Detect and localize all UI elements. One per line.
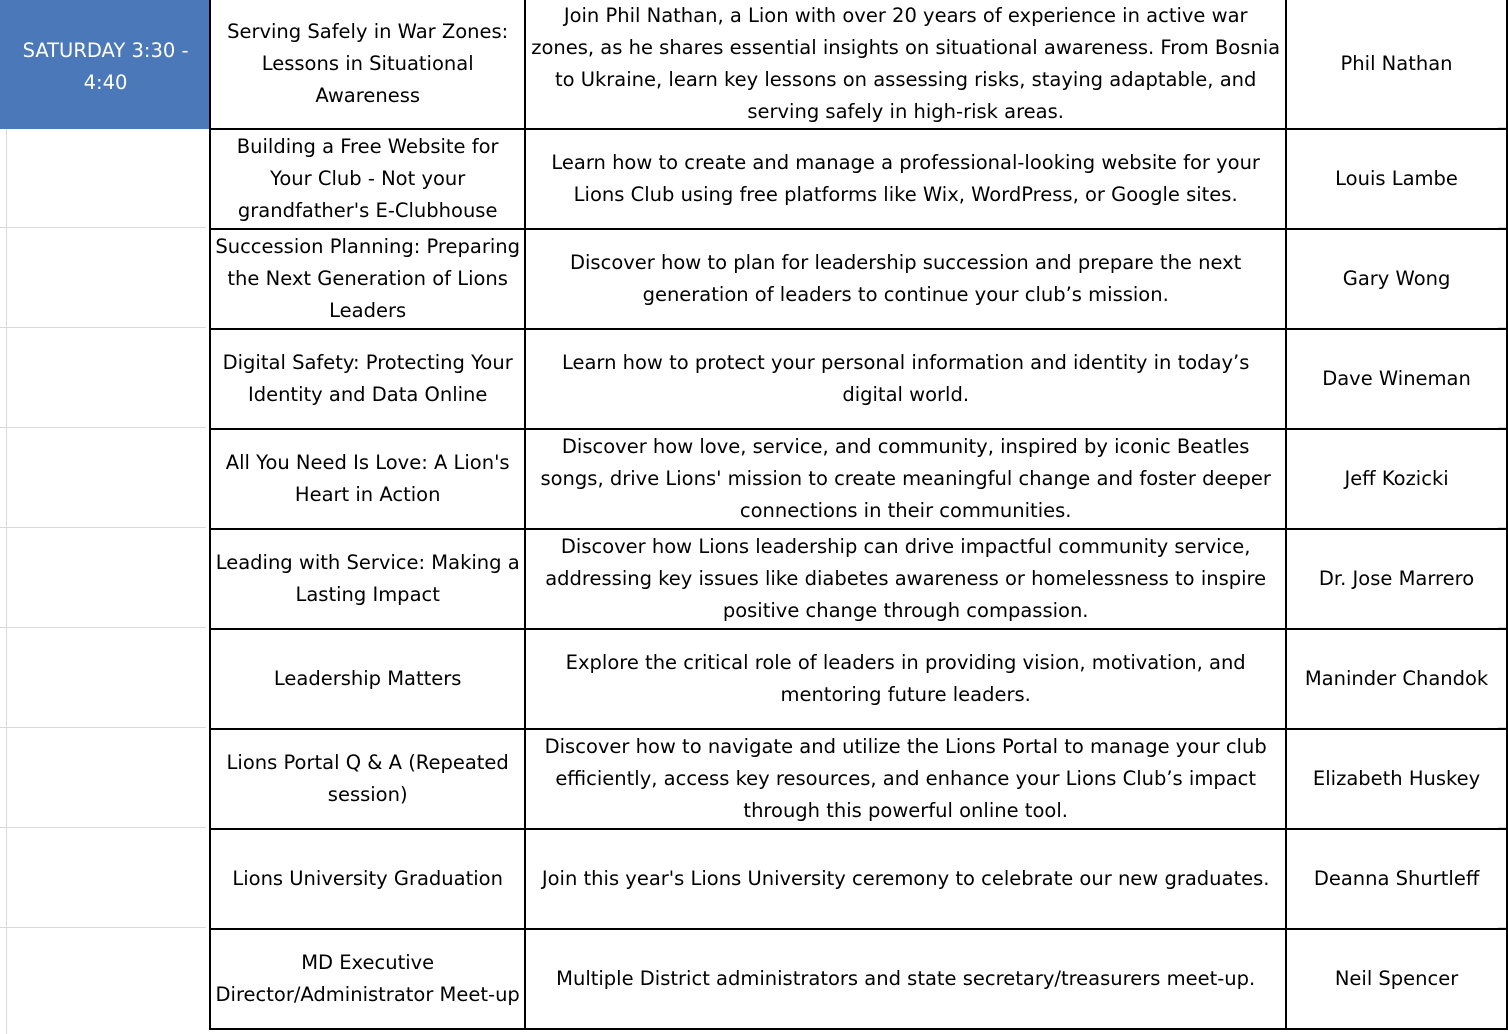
session-title: Digital Safety: Protecting Your Identity and Data Online [222,351,513,406]
session-title: MD Executive Director/Administrator Meet-up [215,951,520,1006]
table-row[interactable] [0,629,1507,729]
session-title-cell[interactable] [210,329,525,429]
time-block-label: SATURDAY 3:30 - 4:40 [22,39,189,94]
session-description-cell[interactable] [525,229,1286,329]
session-speaker: Neil Spencer [1334,967,1459,990]
session-title: Leadership Matters [273,667,462,690]
session-speaker-cell[interactable] [1286,0,1507,129]
table-row[interactable] [0,329,1507,429]
time-block-cell[interactable] [0,0,210,129]
session-title: All You Need Is Love: A Lion's Heart in Action [225,451,510,506]
time-cell[interactable] [0,929,210,1029]
session-speaker-cell[interactable] [1286,129,1507,229]
session-speaker-cell[interactable] [1286,929,1507,1029]
table-row[interactable] [0,529,1507,629]
session-speaker: Maninder Chandok [1304,667,1489,690]
session-description-cell[interactable] [525,329,1286,429]
session-description-cell[interactable] [525,529,1286,629]
time-cell[interactable] [0,129,210,229]
session-description: Discover how to plan for leadership succession and prepare the next generation of leaders to continue your club’s mission. [570,251,1242,306]
session-description-cell[interactable] [525,829,1286,929]
session-title: Succession Planning: Preparing the Next Generation of Lions Leaders [215,235,521,322]
session-description: Explore the critical role of leaders in providing vision, motivation, and mentoring future leaders. [565,651,1246,706]
time-cell[interactable] [0,329,210,429]
session-speaker-cell[interactable] [1286,729,1507,829]
session-speaker-cell[interactable] [1286,629,1507,729]
session-title-cell[interactable] [210,929,525,1029]
session-title: Serving Safely in War Zones: Lessons in Situational Awareness [227,20,509,107]
session-title: Leading with Service: Making a Lasting Impact [215,551,520,606]
session-title: Lions University Graduation [232,867,503,890]
table-row[interactable] [0,229,1507,329]
session-description-cell[interactable] [525,629,1286,729]
session-title-cell[interactable] [210,729,525,829]
time-cell[interactable] [0,529,210,629]
session-description-cell[interactable] [525,429,1286,529]
session-speaker: Dave Wineman [1322,367,1471,390]
session-description: Discover how to navigate and utilize the Lions Portal to manage your club efficiently, access key resources, and enhance your Lions Club’s impact through this powerful online tool. [544,735,1267,822]
session-title-cell[interactable] [210,429,525,529]
session-speaker: Elizabeth Huskey [1312,767,1481,790]
session-description: Join Phil Nathan, a Lion with over 20 years of experience in active war zones, as he shares essential insights on situational awareness. From Bosnia to Ukraine, learn key lessons on assessing risks, staying adaptable, and serving safely in high-risk areas. [531,4,1281,123]
session-description: Discover how love, service, and community, inspired by iconic Beatles songs, drive Lions' mission to create meaningful change and foster deeper connections in their communities. [540,435,1271,522]
session-description: Learn how to protect your personal information and identity in today’s digital world. [561,351,1250,406]
time-cell[interactable] [0,429,210,529]
session-speaker-cell[interactable] [1286,429,1507,529]
table-row[interactable] [0,829,1507,929]
session-speaker: Louis Lambe [1335,167,1458,190]
time-cell[interactable] [0,729,210,829]
session-speaker: Deanna Shurtleff [1313,867,1480,890]
table-row[interactable] [0,129,1507,229]
table-row[interactable] [0,0,1507,129]
session-description-cell[interactable] [525,0,1286,129]
time-cell[interactable] [0,829,210,929]
session-title-cell[interactable] [210,229,525,329]
table-row[interactable] [0,729,1507,829]
session-title-cell[interactable] [210,529,525,629]
session-description-cell[interactable] [525,129,1286,229]
session-speaker-cell[interactable] [1286,329,1507,429]
session-title: Building a Free Website for Your Club - Not your grandfather's E-Clubhouse [236,135,499,222]
session-title-cell[interactable] [210,129,525,229]
session-speaker-cell[interactable] [1286,229,1507,329]
session-description: Learn how to create and manage a professional-looking website for your Lions Club using free platforms like Wix, WordPress, or Google sites. [551,151,1260,206]
session-description: Discover how Lions leadership can drive impactful community service, addressing key issues like diabetes awareness or homelessness to inspire positive change through compassion. [545,535,1267,622]
session-description-cell[interactable] [525,729,1286,829]
session-description-cell[interactable] [525,929,1286,1029]
session-speaker-cell[interactable] [1286,829,1507,929]
session-title-cell[interactable] [210,0,525,129]
session-description: Join this year's Lions University ceremony to celebrate our new graduates. [541,867,1270,890]
table-row[interactable] [0,929,1507,1029]
session-title-cell[interactable] [210,829,525,929]
time-cell[interactable] [0,229,210,329]
table-row[interactable] [0,429,1507,529]
session-speaker-cell[interactable] [1286,529,1507,629]
time-cell[interactable] [0,629,210,729]
session-title-cell[interactable] [210,629,525,729]
session-speaker: Gary Wong [1342,267,1451,290]
session-title: Lions Portal Q & A (Repeated session) [226,751,509,806]
session-speaker: Jeff Kozicki [1344,467,1449,490]
session-description: Multiple District administrators and state secretary/treasurers meet-up. [556,967,1256,990]
session-speaker: Phil Nathan [1340,52,1453,75]
session-speaker: Dr. Jose Marrero [1318,567,1475,590]
